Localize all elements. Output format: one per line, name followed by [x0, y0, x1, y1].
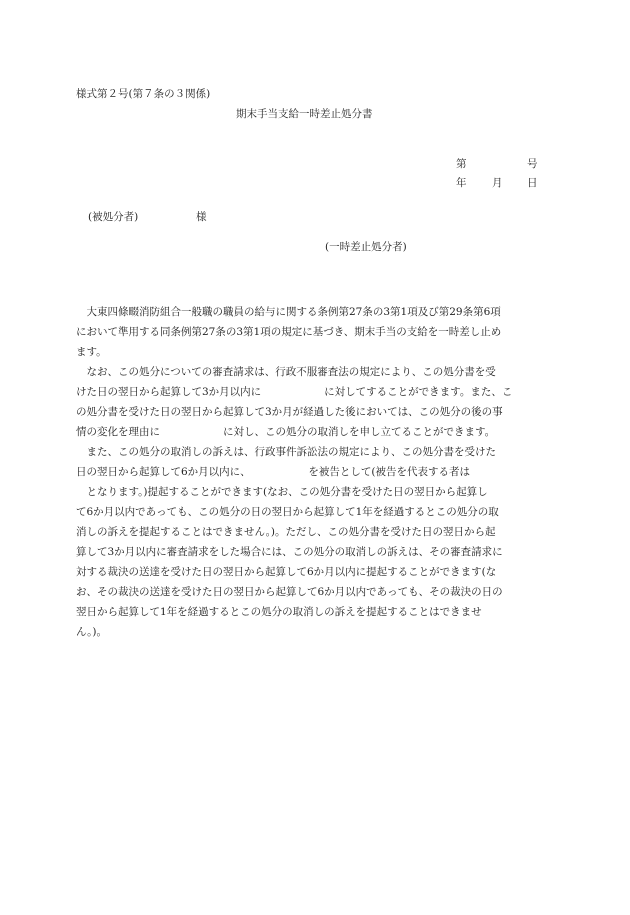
paragraph-line: お、その裁決の送達を受けた日の翌日から起算して6か月以内であっても、その裁決の日の: [76, 586, 503, 598]
paragraph-line: 翌日から起算して1年を経過するとこの処分の取消しの訴えを提起することはできませ: [76, 606, 482, 618]
date-year: 年: [456, 177, 467, 189]
paragraph-revocation-suit: [76, 442, 554, 642]
paragraph-line: 算して3か月以内に審査請求をした場合には、この処分の取消しの訴えは、その審査請求に: [76, 546, 503, 558]
paragraph-line: て6か月以内であっても、この処分の日の翌日から起算して1年を経過するとこの処分の取: [76, 506, 499, 518]
paragraph-line: 対する裁決の送達を受けた日の翌日から起算して6か月以内に提起することができます(な: [76, 566, 497, 578]
number-prefix: 第: [456, 158, 467, 170]
date-month: 月: [492, 177, 503, 189]
recipient-honorific: 様: [196, 211, 207, 223]
paragraph-line: なお、この処分についての審査請求は、行政不服審査法の規定により、この処分書を受: [76, 366, 496, 378]
paragraph-line: 消しの訴えを提起することはできません。)。ただし、この処分書を受けた日の翌日から起: [76, 526, 496, 538]
paragraph-line: ん。)。: [76, 626, 107, 638]
paragraph-line: ます。: [76, 346, 107, 358]
paragraph-line: 情の変化を理由に に対し、この処分の取消しを申し立てることができます。: [76, 426, 496, 438]
issuer-label: (一時差止処分者): [325, 241, 407, 253]
paragraph-line: となります。)提起することができます(なお、この処分書を受けた日の翌日から起算し: [76, 486, 488, 498]
number-suffix: 号: [527, 158, 538, 170]
date-day: 日: [527, 177, 538, 189]
paragraph-suspension-notice: [76, 302, 554, 362]
paragraph-line: 日の翌日から起算して6か月以内に、 を被告として(被告を代表する者は: [76, 466, 471, 478]
paragraph-line: また、この処分の取消しの訴えは、行政事件訴訟法の規定により、この処分書を受けた: [76, 446, 496, 458]
document-title: 期末手当支給一時差止処分書: [236, 108, 373, 120]
paragraph-line: において準用する同条例第27条の3第1項の規定に基づき、期末手当の支給を一時差し止め: [76, 326, 502, 338]
paragraph-line: けた日の翌日から起算して3か月以内に に対してすることができます。また、こ: [76, 386, 513, 398]
paragraph-line: の処分書を受けた日の翌日から起算して3か月が経過した後においては、この処分の後の事: [76, 406, 503, 418]
paragraph-line: 大東四條畷消防組合一般職の職員の給与に関する条例第27条の3第1項及び第29条第6項: [76, 306, 501, 318]
form-label: 様式第２号(第７条の３関係): [76, 88, 211, 100]
recipient-label: (被処分者): [88, 211, 139, 223]
paragraph-review-request: [76, 362, 554, 442]
